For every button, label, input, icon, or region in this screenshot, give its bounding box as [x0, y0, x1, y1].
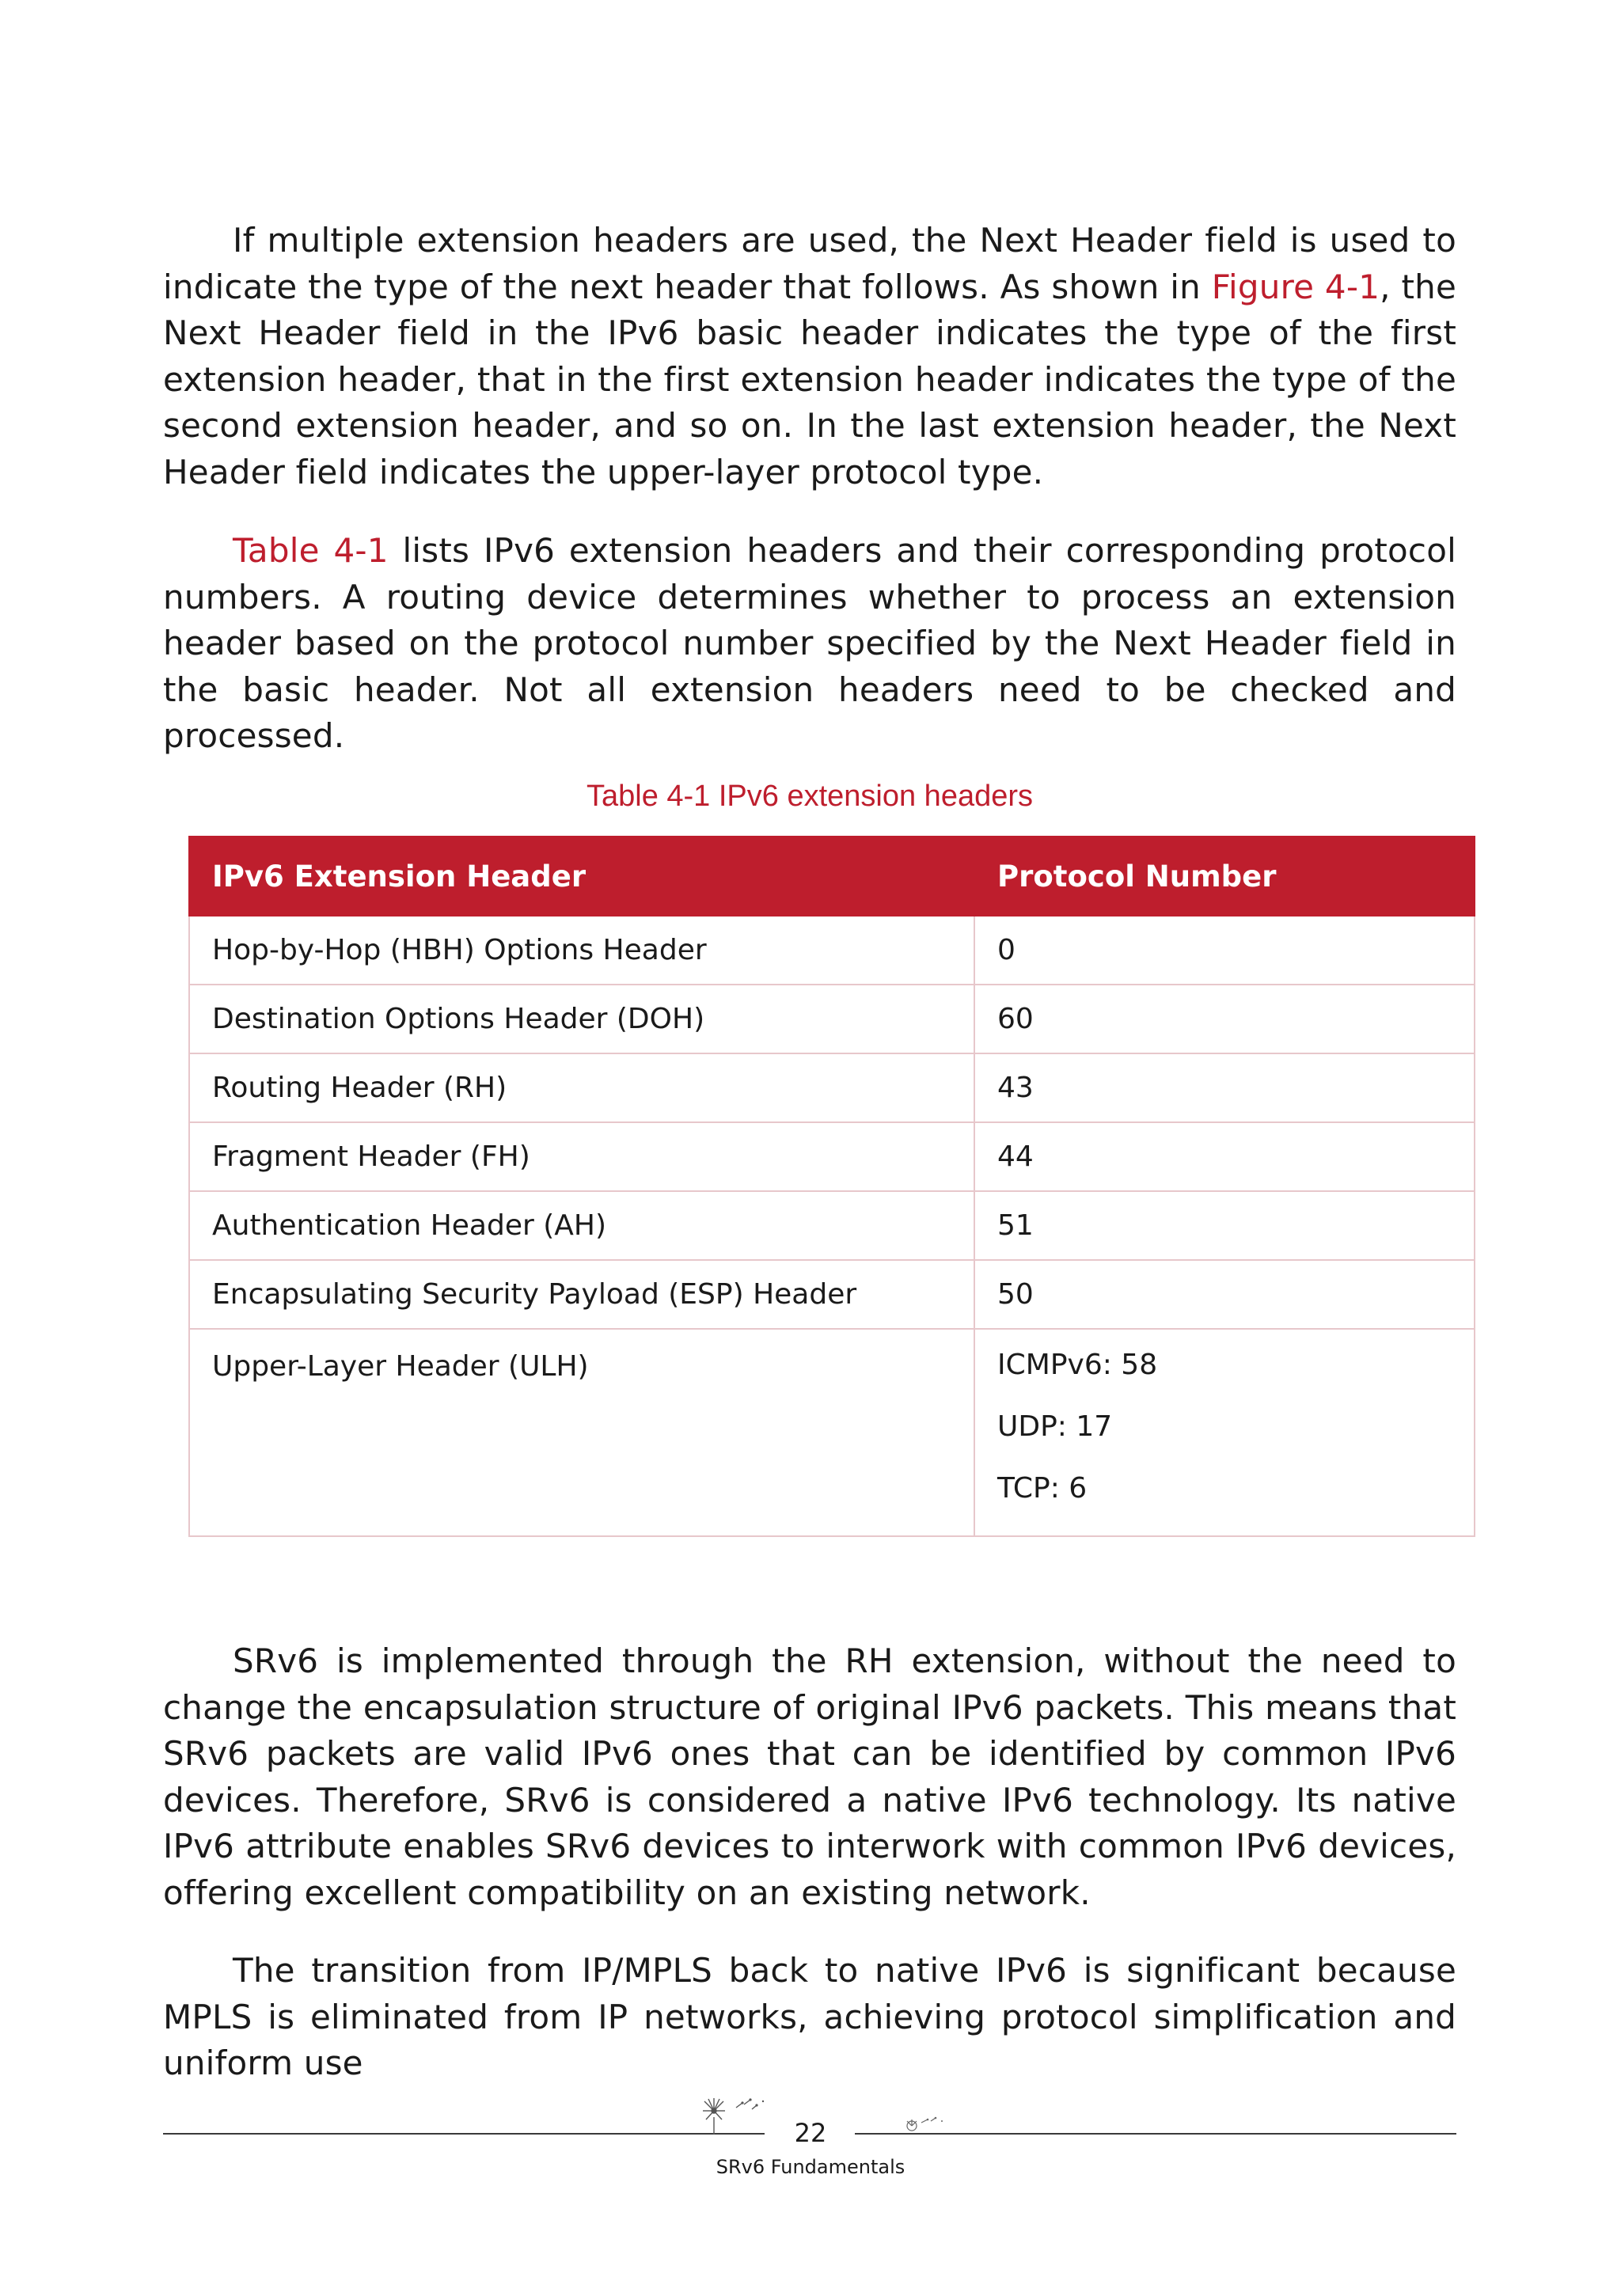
ulh-tcp-number: TCP: 6	[997, 1472, 1088, 1505]
table-row	[189, 1122, 1475, 1191]
paragraph-srv6-native: SRv6 is implemented through the RH extension, without the need to change the encapsulation structure of original IPv6 packets. This means that SRv6 packets are valid IPv6 ones that can be identified by common IPv6 devices. Therefore, SRv6 is considered a native IPv6 technology. Its native IPv6 attribute enables SRv6 devices to interwork with common IPv6 devices, offering excellent compatibility on an existing network.	[163, 1641, 1456, 1912]
cell-protocol-number: 60	[974, 985, 1475, 1053]
table-row	[189, 916, 1475, 985]
table-4-1-link[interactable]: Table 4-1	[233, 531, 389, 570]
dandelion-icon	[697, 2093, 768, 2137]
table-row	[189, 1260, 1475, 1329]
column-header-extension: IPv6 Extension Header	[189, 837, 974, 916]
figure-4-1-link[interactable]: Figure 4-1	[1211, 267, 1380, 306]
extension-headers-table	[188, 836, 1475, 1537]
p1-text-before: If multiple extension headers are used, the Next Header field is used to indicate the type of the next header that follows. As shown in	[163, 221, 1456, 306]
table-header-row	[189, 837, 1475, 916]
cell-protocol-number: 0	[974, 916, 1475, 985]
cell-protocol-number: 44	[974, 1122, 1475, 1191]
p2-text-after: lists IPv6 extension headers and their corresponding protocol numbers. A routing device determines whether to process an extension header based on the protocol number specified by the Next Header field in the basic header. Not all extension headers need to be checked and processed.	[163, 531, 1456, 755]
p1-text-after: , the Next Header field in the IPv6 basic header indicates the type of the first extension header, that in the first extension header indicates the type of the second extension header, and so on. In the last extension header, the Next Header field indicates the upper-layer protocol type.	[163, 267, 1456, 491]
footer-divider-left	[163, 2133, 765, 2135]
table-row	[189, 1191, 1475, 1260]
cell-extension-header: Fragment Header (FH)	[189, 1122, 974, 1191]
table-row	[189, 1053, 1475, 1122]
cell-extension-header: Hop-by-Hop (HBH) Options Header	[189, 916, 974, 985]
cell-protocol-number: 43	[974, 1053, 1475, 1122]
book-title: SRv6 Fundamentals	[716, 2156, 905, 2178]
paragraph-table-intro	[163, 528, 1456, 760]
page-number: 22	[794, 2118, 827, 2148]
cell-protocol-numbers-ulh	[974, 1329, 1475, 1536]
cell-extension-header: Routing Header (RH)	[189, 1053, 974, 1122]
seed-icon	[902, 2112, 950, 2135]
table-row-ulh	[189, 1329, 1475, 1536]
cell-extension-header: Authentication Header (AH)	[189, 1191, 974, 1260]
cell-extension-header: Destination Options Header (DOH)	[189, 985, 974, 1053]
ulh-udp-number: UDP: 17	[997, 1410, 1113, 1443]
table-row	[189, 985, 1475, 1053]
ulh-icmpv6-number: ICMPv6: 58	[997, 1349, 1158, 1381]
column-header-protocol-number: Protocol Number	[974, 837, 1475, 916]
cell-extension-header: Upper-Layer Header (ULH)	[189, 1329, 974, 1536]
cell-protocol-number: 51	[974, 1191, 1475, 1260]
cell-extension-header: Encapsulating Security Payload (ESP) Header	[189, 1260, 974, 1329]
cell-protocol-number: 50	[974, 1260, 1475, 1329]
paragraph-next-header	[163, 218, 1456, 495]
table-caption: Table 4-1 IPv6 extension headers	[586, 780, 1034, 813]
paragraph-transition: The transition from IP/MPLS back to native IPv6 is significant because MPLS is eliminated from IP networks, achieving protocol simplification and uniform use	[163, 1951, 1456, 2082]
